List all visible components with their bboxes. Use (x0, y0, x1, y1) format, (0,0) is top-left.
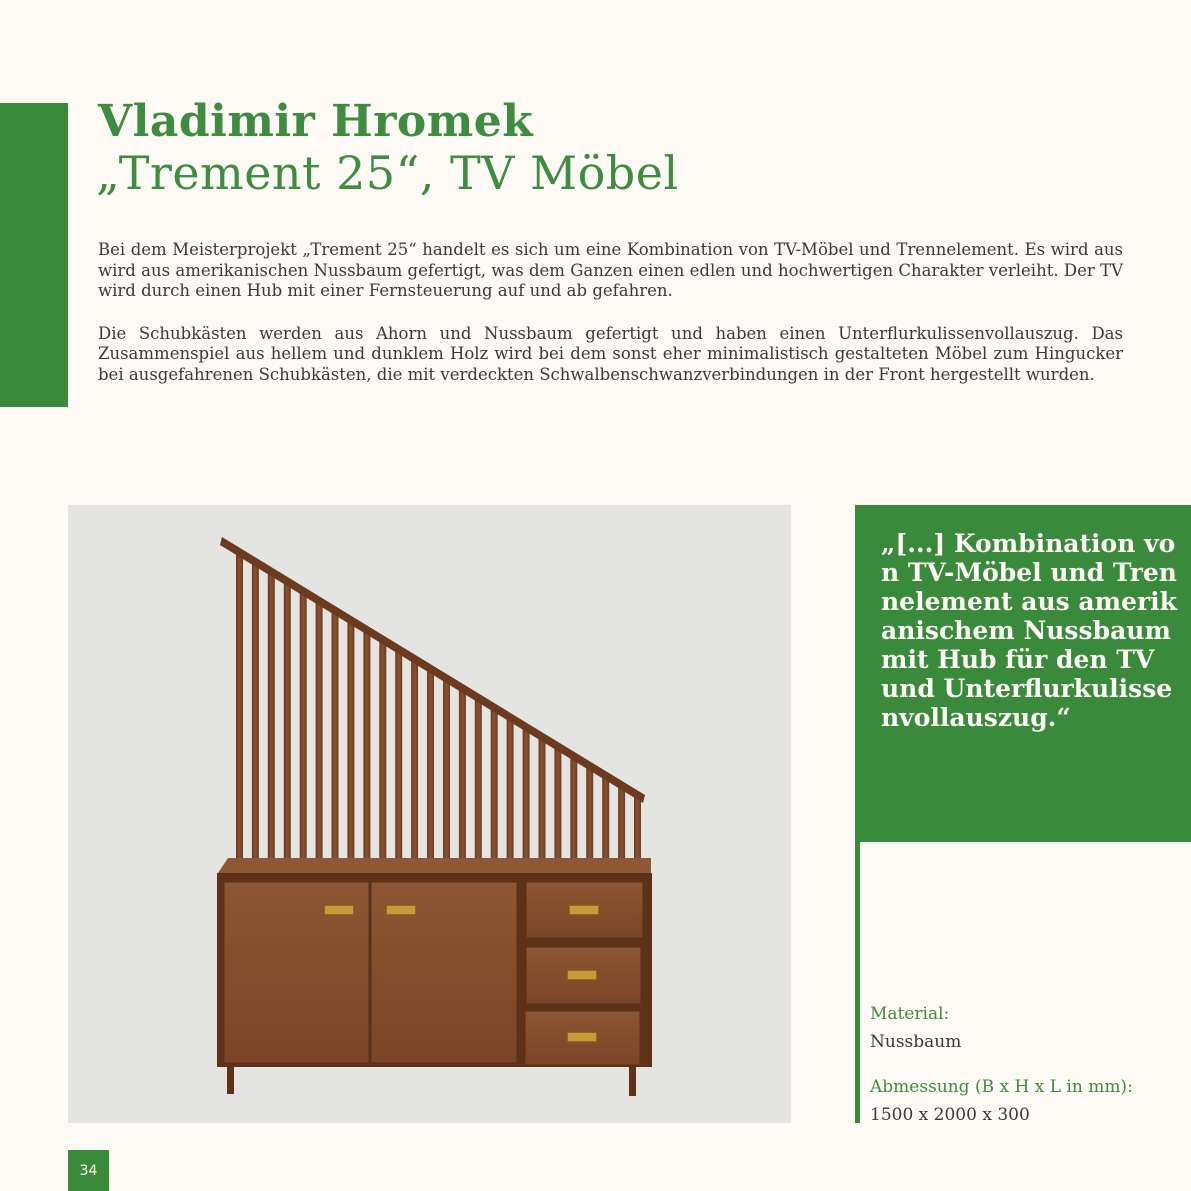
accent-side-bar (0, 103, 68, 407)
divider-slat (379, 641, 386, 861)
divider-slat (300, 592, 307, 861)
divider-slat (507, 719, 514, 861)
divider-slat (411, 660, 418, 861)
divider-slat (459, 690, 466, 862)
divider-slat (634, 796, 641, 861)
divider-slat (523, 728, 530, 861)
divider-slats (236, 554, 641, 862)
page-number: 34 (68, 1150, 109, 1191)
divider-slat (443, 680, 450, 861)
product-photo (68, 505, 791, 1123)
door-handle-right (386, 905, 416, 915)
quote-rule (855, 842, 860, 1123)
work-title: „Trement 25“, TV Möbel (96, 146, 679, 200)
divider-slat (363, 631, 370, 861)
divider-slat (347, 622, 354, 862)
description-paragraph-1: Bei dem Meisterprojekt „Trement 25“ handelt es sich um eine Kombination von TV-Möbel und Trennelement. Es wird aus wird aus amerikanischen Nussbaum gefertigt, was dem Ganzen einen edlen und hochwertigen Charakter verleiht. Der TV wird durch einen Hub mit einer Fernsteuerung auf und ab gefahren. (98, 240, 1123, 300)
drawer-handle-middle (567, 970, 597, 980)
cabinet-top (218, 858, 651, 873)
divider-slat (332, 612, 339, 861)
description (98, 240, 1123, 407)
leg-left (227, 1067, 234, 1094)
door-handle-left (324, 905, 354, 915)
divider-slat (316, 602, 323, 861)
divider-slat (602, 777, 609, 861)
drawer-handle-top (569, 905, 599, 915)
material-value: Nussbaum (870, 1032, 962, 1052)
material-label: Material: (870, 1004, 950, 1024)
quote-box (855, 505, 1191, 842)
divider-slat (554, 748, 561, 861)
description-paragraph-2: Die Schubkästen werden aus Ahorn und Nussbaum gefertigt und haben einen Unterflurkulissenvollauszug. Das Zusammenspiel aus hellem und dunklem Holz wird bei dem sonst eher minimalistisch gestalteten Möbel zum Hingucker bei ausgefahrenen Schubkästen, die mit verdeckten Schwalbenschwanzverbindungen in der Front hergestellt wurden. (98, 323, 1123, 384)
divider-slat (395, 651, 402, 861)
divider-slat (475, 699, 482, 861)
pull-quote: „[...] Kombination von TV-Möbel und Trennelement aus amerikanischem Nussbaum mit Hub für den TV und Unterflurkulissenvollauszug.“ (881, 529, 1177, 732)
tv-cabinet-illustration (68, 505, 791, 1123)
divider-slat (539, 738, 546, 861)
author-name: Vladimir Hromek (98, 96, 534, 147)
divider-slat (427, 670, 434, 861)
leg-right (629, 1067, 636, 1096)
drawer-handle-bottom (567, 1032, 597, 1042)
divider-slat (491, 709, 498, 861)
divider-slat (252, 563, 259, 861)
divider-slat (236, 554, 243, 862)
divider-slat (618, 787, 625, 861)
divider-slat (284, 583, 291, 861)
divider-slat (570, 758, 577, 862)
dimensions-label: Abmessung (B x H x L in mm): (870, 1077, 1133, 1097)
dimensions-value: 1500 x 2000 x 300 (870, 1105, 1030, 1125)
divider-slat (586, 767, 593, 861)
divider-slat (268, 573, 275, 861)
